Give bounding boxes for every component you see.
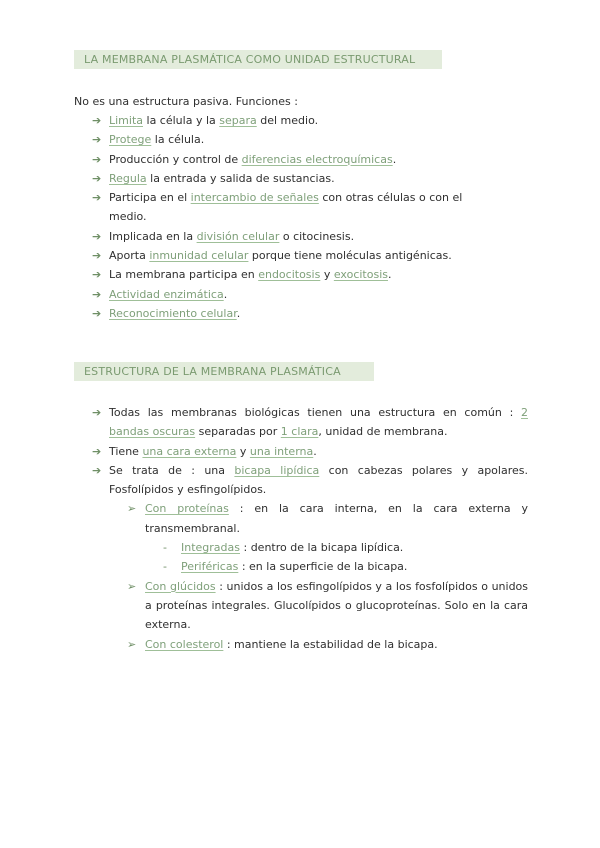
- item-text: la célula.: [151, 133, 205, 147]
- list-item: [92, 169, 492, 188]
- keyword: bicapa lipídica: [234, 463, 320, 477]
- intro-text: No es una estructura pasiva. Funciones :: [74, 95, 298, 108]
- list-item: [92, 150, 492, 169]
- sublist-item-glucids: [127, 577, 528, 635]
- item-text: .: [392, 152, 397, 166]
- item-text: separadas por: [195, 425, 281, 439]
- arrow-icon: ➔: [92, 114, 102, 127]
- list-item: [92, 227, 492, 246]
- triangle-arrow-icon: ➢: [127, 637, 137, 651]
- keyword: una interna: [249, 444, 314, 458]
- item-text: .: [387, 268, 392, 282]
- composition-sublist: [109, 499, 528, 653]
- sublist-item-cholesterol: [127, 635, 528, 654]
- triangle-arrow-icon: ➢: [127, 502, 137, 516]
- item-text: Tiene: [109, 444, 143, 458]
- list-item: [92, 265, 492, 284]
- keyword: inmunidad celular: [149, 249, 249, 263]
- item-text: del medio.: [256, 114, 319, 127]
- item-text: La membrana participa en: [109, 268, 259, 282]
- arrow-icon: ➔: [92, 133, 102, 147]
- item-text: .: [236, 306, 241, 320]
- keyword: Con glúcidos: [145, 579, 216, 593]
- list-item: [92, 285, 492, 304]
- keyword: exocitosis: [333, 268, 388, 282]
- keyword: diferencias electroquímicas: [241, 152, 393, 166]
- arrow-icon: ➔: [92, 171, 102, 185]
- triangle-arrow-icon: ➢: [127, 579, 137, 593]
- keyword: Actividad enzimática: [109, 287, 224, 301]
- item-text: con otras células o con el medio.: [109, 191, 463, 224]
- item-paragraph: [109, 461, 528, 500]
- protein-types-list: [145, 538, 528, 577]
- section-heading-membrane-structure: ESTRUCTURA DE LA MEMBRANA PLASMÁTICA: [74, 362, 374, 381]
- keyword: endocitosis: [258, 268, 321, 282]
- list-item: [92, 403, 528, 442]
- arrow-icon: ➔: [92, 152, 102, 166]
- list-item: [92, 130, 492, 149]
- arrow-icon: ➔: [92, 463, 102, 477]
- arrow-icon: ➔: [92, 249, 102, 263]
- list-item: [92, 461, 528, 654]
- keyword: Con proteínas: [145, 502, 229, 516]
- keyword: Regula: [109, 171, 147, 185]
- item-text: con cabezas polares y apolares. Fosfolípidos y esfingolípidos.: [109, 463, 528, 497]
- keyword: Con colesterol: [145, 637, 224, 651]
- list-item: [92, 304, 492, 323]
- item-text: la célula y la: [143, 114, 220, 127]
- keyword: intercambio de señales: [190, 191, 319, 205]
- keyword: Integradas: [181, 541, 240, 555]
- arrow-icon: ➔: [92, 191, 102, 205]
- keyword: una cara externa: [142, 444, 237, 458]
- item-text: la entrada y salida de sustancias.: [146, 171, 335, 185]
- item-text: Producción y control de: [109, 152, 242, 166]
- arrow-icon: ➔: [92, 406, 102, 419]
- arrow-icon: ➔: [92, 268, 102, 282]
- item-text: Participa en el: [109, 191, 191, 205]
- item-text: : en la cara interna, en la cara externa y transmembranal.: [145, 502, 529, 535]
- item-text: : dentro de la bicapa lipídica.: [240, 541, 404, 555]
- item-text: y: [236, 444, 250, 458]
- item-text: : mantiene la estabilidad de la bicapa.: [223, 637, 438, 651]
- item-text: porque tiene moléculas antigénicas.: [248, 249, 452, 263]
- item-text: : en la superficie de la bicapa.: [238, 560, 408, 574]
- item-text: .: [223, 287, 228, 301]
- keyword: 2 bandas oscuras: [109, 406, 528, 439]
- keyword: Reconocimiento celular: [109, 306, 237, 320]
- keyword: Limita: [109, 114, 144, 127]
- arrow-icon: ➔: [92, 287, 102, 301]
- dash-icon: -: [163, 541, 167, 555]
- list-item: [92, 442, 528, 461]
- item-text: .: [313, 444, 317, 458]
- item-text: Implicada en la: [109, 229, 197, 243]
- item-text: , unidad de membrana.: [318, 425, 448, 439]
- subsub-item: [163, 538, 528, 557]
- dash-icon: -: [163, 560, 167, 574]
- functions-list: [92, 111, 492, 323]
- arrow-icon: ➔: [92, 306, 102, 320]
- keyword: división celular: [196, 229, 280, 243]
- item-text: : unidos a los esfingolípidos y a los fosfolípidos o unidos a proteínas integrales. Glucolípidos o glucoproteínas. Solo en la cara externa.: [145, 579, 529, 632]
- list-item: [92, 111, 492, 130]
- keyword: separa: [219, 114, 257, 127]
- structure-list: [92, 403, 528, 654]
- sublist-item-proteins: [127, 499, 528, 576]
- item-text: o citocinesis.: [279, 229, 355, 243]
- list-item: [92, 246, 492, 265]
- item-text: y: [320, 268, 334, 282]
- arrow-icon: ➔: [92, 229, 102, 243]
- section-heading-membrane-unit: LA MEMBRANA PLASMÁTICA COMO UNIDAD ESTRUCTURAL: [74, 50, 442, 69]
- list-item: [92, 188, 492, 227]
- keyword: 1 clara: [280, 425, 319, 439]
- item-text: Todas las membranas biológicas tienen una estructura en común :: [109, 406, 521, 419]
- item-text: Aporta: [109, 249, 150, 263]
- item-text: Se trata de : una: [109, 463, 235, 477]
- keyword: Protege: [109, 133, 152, 147]
- arrow-icon: ➔: [92, 444, 102, 458]
- keyword: Periféricas: [181, 560, 239, 574]
- subsub-item: [163, 557, 528, 576]
